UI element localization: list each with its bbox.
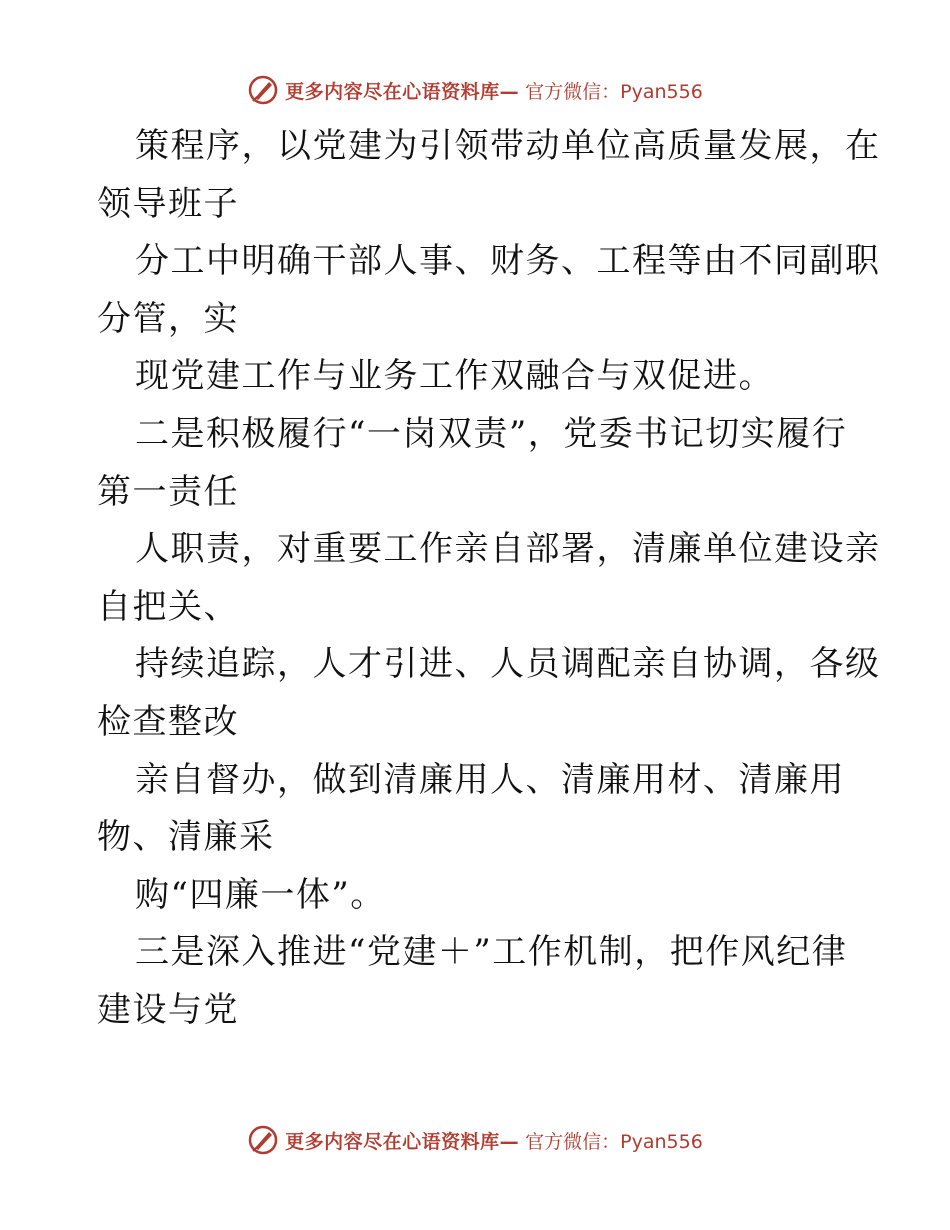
text-line: 第一责任	[97, 471, 239, 512]
text-line: 亲自督办，做到清廉用人、清廉用材、清廉用	[135, 759, 845, 800]
text-line: 人职责，对重要工作亲自部署，清廉单位建设亲	[135, 529, 881, 570]
text-line: 物、清廉采	[97, 817, 275, 858]
header-watermark	[0, 70, 950, 110]
quill-logo-icon	[247, 1124, 279, 1156]
text-line: 持续追踪，人才引进、人员调配亲自协调，各级	[135, 644, 881, 685]
text-line: 二是积极履行“一岗双责”，党委书记切实履行	[135, 413, 848, 454]
watermark-text: 更多内容尽在心语资料库—	[285, 80, 520, 103]
text-line: 策程序，以党建为引领带动单位高质量发展，在	[135, 126, 881, 166]
text-line: 三是深入推进“党建＋”工作机制，把作风纪律	[135, 932, 848, 973]
text-line: 检查整改	[97, 701, 239, 742]
text-line: 领导班子	[97, 183, 239, 224]
document-body	[97, 118, 881, 1040]
text-line: 建设与党	[97, 989, 239, 1030]
watermark-contact: 官方微信：Pyan556	[525, 80, 703, 103]
text-line: 自把关、	[97, 586, 239, 627]
text-line: 现党建工作与业务工作双融合与双促进。	[135, 356, 774, 397]
text-line: 分管，实	[97, 298, 239, 339]
text-line: 购“四廉一体”。	[135, 874, 386, 915]
watermark-contact: 官方微信：Pyan556	[525, 1130, 703, 1153]
watermark-text: 更多内容尽在心语资料库—	[285, 1130, 520, 1153]
text-line: 分工中明确干部人事、财务、工程等由不同副职	[135, 241, 881, 282]
quill-logo-icon	[247, 74, 279, 106]
footer-watermark	[0, 1120, 950, 1160]
